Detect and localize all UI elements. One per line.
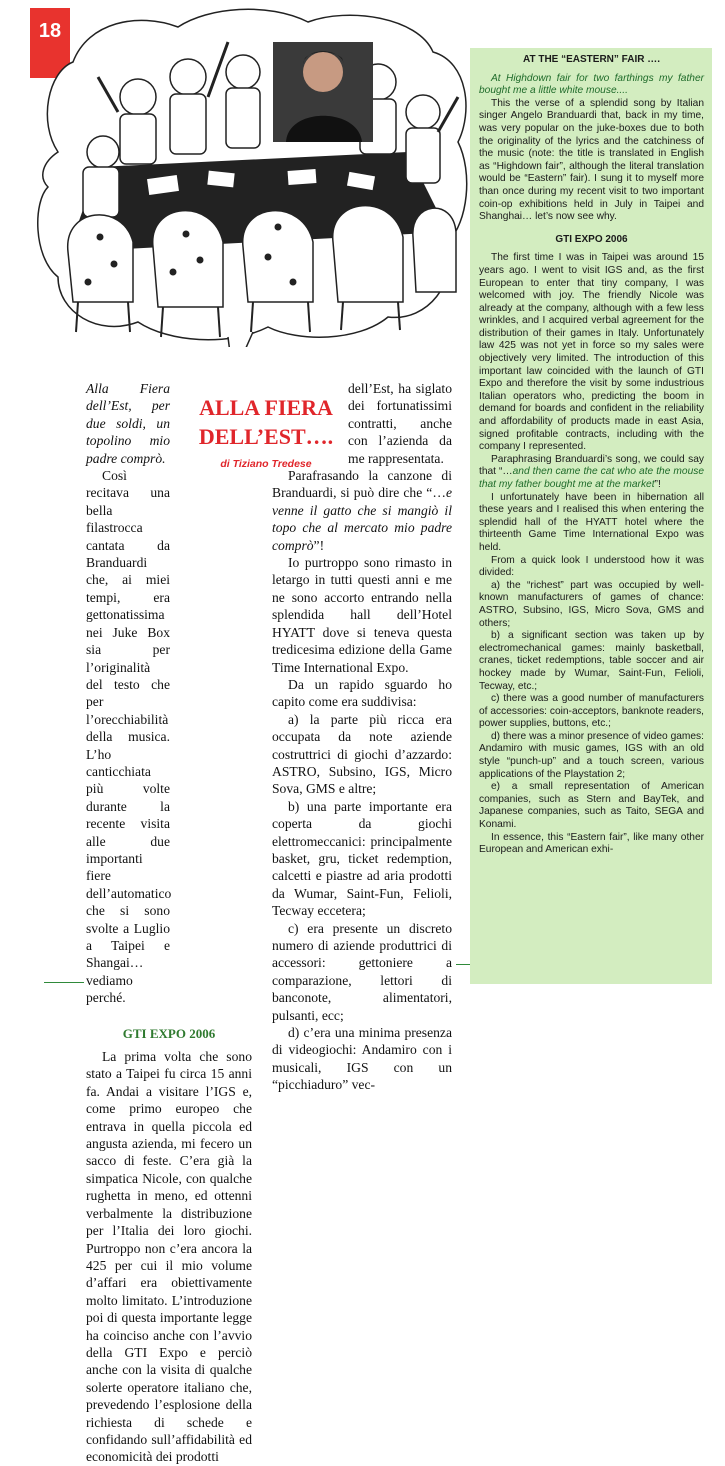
list-item-a-english: a) the “richest” part was occupied by well-known manufacturers of games of chance: ASTRO, Subsino, IGS, Micro Sova, GMS and others;: [479, 579, 704, 629]
list-item-b-english: b) a significant section was taken up by electromechanical games: mainly basketball, cranes, ticket redemptions, table soccer and air hockey made by Wumar, Saint-Fun, Felioli, Tecway, etc.;: [479, 630, 704, 692]
title-line-2: DELL’EST….: [198, 424, 334, 449]
intro-paragraph-english: This the verse of a splendid song by Italian singer Angelo Branduardi that, back in my time, was very popular on the juke-boxes due to both the originality of the lyrics and the catchiness of the music (note: the title is translated in English as “Highdown fair”, although the literal translation would be “Eastern” fair). I sung it to myself more than once during my recent visit to two important coin-op exhibitions held in July in Taipei and Shanghai… let’s now see why.: [479, 97, 704, 223]
english-translation-panel: [470, 48, 712, 984]
list-item-a-italian: a) la parte più ricca era occupata da note aziende costruttrici di giochi d’azzardo: ASTRO, Subsino, IGS, Micro Sova, GMS e altre;: [272, 711, 452, 797]
list-item-b-italian: b) una parte importante era coperta da giochi elettromeccanici: principalmente basket, gru, ticket redemption, calcetti e piastre ad aria prodotti da Wumar, Saint-Fun, Felioli, Tecway eccetera;: [272, 798, 452, 919]
heading-gti-expo-italian: GTI EXPO 2006: [122, 1025, 216, 1041]
list-item-d-italian: d) c’era una minima presenza di videogiochi: Andamiro con i musicali, IGS con un “picchiaduro” vec-: [272, 1025, 452, 1093]
list-item-e-english: e) a small representation of American companies, such as Stern and BayTek, and Japanese companies, such as Taito, SEGA and Konami.: [479, 781, 704, 831]
author-byline: di Tiziano Tredese: [220, 458, 312, 470]
title-line-1: ALLA FIERA: [199, 395, 333, 420]
lead-quote-english: At Highdown fair for two farthings my father bought me a little white mouse....: [479, 72, 704, 97]
divider-line-right: [456, 964, 470, 965]
paragraph-taipei-english: The first time I was in Taipei was around 15 years ago. I went to visit IGS and, as the first European to enter that tiny company, I was welcomed with joy. The friendly Nicole was already at the company, although with a few less wrinkles, and I acquired verbal agreement for the distribution of their games in Italy. Unfortunately law 425 was not yet in force so my sales were objectively very limited. The introduction of this important law coincided with the launch of GTI Expo and therefore the visit by some industrious Italian operators who, predicting the boom in demand for boards and confident in the reliability and affordability of products made in east Asia, signed profitable contracts, including with the company I represented.: [479, 252, 704, 453]
intro-paragraph-italian: Così recitava una bella filastrocca cantata da Branduardi che, ai miei tempi, era gettonatissima nei Juke Box sia per l’originalità del testo che per l’orecchiabilità della musica. L’ho canticchiata più volte durante la recente visita alle due importanti fiere dell’automatico che si sono svolte a Luglio a Taipei e Shangai… vediamo perché.: [86, 468, 172, 1006]
list-item-c-italian: c) era presente un discreto numero di aziende produttrici di accessori: gettoniere a comparazione, lettori di banconote, alimentatori, pulsanti, ecc;: [272, 920, 452, 1023]
meeting-cartoon-illustration: [28, 2, 473, 347]
paragraph-paraphrase-english: Paraphrasing Branduardi’s song, we could say that “…and then came the cat who ate the mouse that my father bought me at the market”!: [479, 453, 705, 490]
paragraph-letargo-italian: Io purtroppo sono rimasto in letargo in tutti questi anni e me ne sono accorto entrando nella splendida hall dell’Hotel HYATT dove si teneva questa tredicesima edizione della Game Time International Expo.: [272, 555, 452, 675]
list-item-d-english: d) there was a minor presence of video games: Andamiro with music games, IGS with an old style “punch-up” and a touch screen, various applications of the Playstation 2;: [479, 730, 704, 780]
paragraph-divided-english: From a quick look I understood how it was divided:: [479, 554, 704, 579]
paragraph-hibernation-english: I unfortunately have been in hibernation all these years and I realised this when entering the splendid hall of the HYATT hotel where the thirteenth Game Time International Expo was held.: [479, 491, 704, 553]
italian-column-1: [86, 380, 252, 1466]
paragraph-essence-english: In essence, this “Eastern fair”, like many other European and American exhi-: [479, 831, 704, 856]
paragraph-paraphrase-italian: Parafrasando la canzone di Branduardi, si può dire che “…e venne il gatto che si mangiò il topo che al mercato mio padre comprò”!: [272, 468, 452, 553]
italian-column-2: [272, 380, 452, 1094]
paragraph-taipei-italian: La prima volta che sono stato a Taipei fu circa 15 anni fa. Andai a visitare l’IGS e, come primo europeo che entrava in quella piccola ed angusta azienda, mi fecero un sacco di feste. C’era già la simpatica Nicole, con qualche rughetta in meno, ed ottenni verbalmente la distribuzione per l’Italia dei loro giochi. Purtroppo non c’era ancora la 425 per cui il mio volume d’affari era obiettivamente molto limitato. L’introduzione poi di questa importante legge ha coinciso anche con l’avvio della GTI Expo e perciò anche con la visita di qualche solerte operatore italiano che, prevedendo l’esplosione della richiesta di schede e confidando sull’affidabilità ed economicità dei prodotti: [86, 1049, 252, 1465]
lead-quote-italian: Alla Fiera dell’Est, per due soldi, un topolino mio padre comprò.: [86, 381, 170, 466]
list-item-c-english: c) there was a good number of manufacturers of accessories: coin-acceptors, banknote readers, power supplies, buttons, etc.;: [479, 693, 704, 730]
divider-line-left: [44, 982, 84, 983]
heading-gti-expo-english: GTI EXPO 2006: [555, 233, 628, 245]
page-number: 18: [30, 8, 70, 78]
paragraph-suddivisa-italian: Da un rapido sguardo ho capito come era suddivisa:: [272, 676, 452, 710]
heading-eastern-fair-english: AT THE “EASTERN” FAIR ….: [522, 54, 661, 65]
paragraph-continuation-italian: dell’Est, ha siglato dei fortunatissimi contratti, anche con l’azienda da me rappresentata.: [348, 381, 452, 466]
